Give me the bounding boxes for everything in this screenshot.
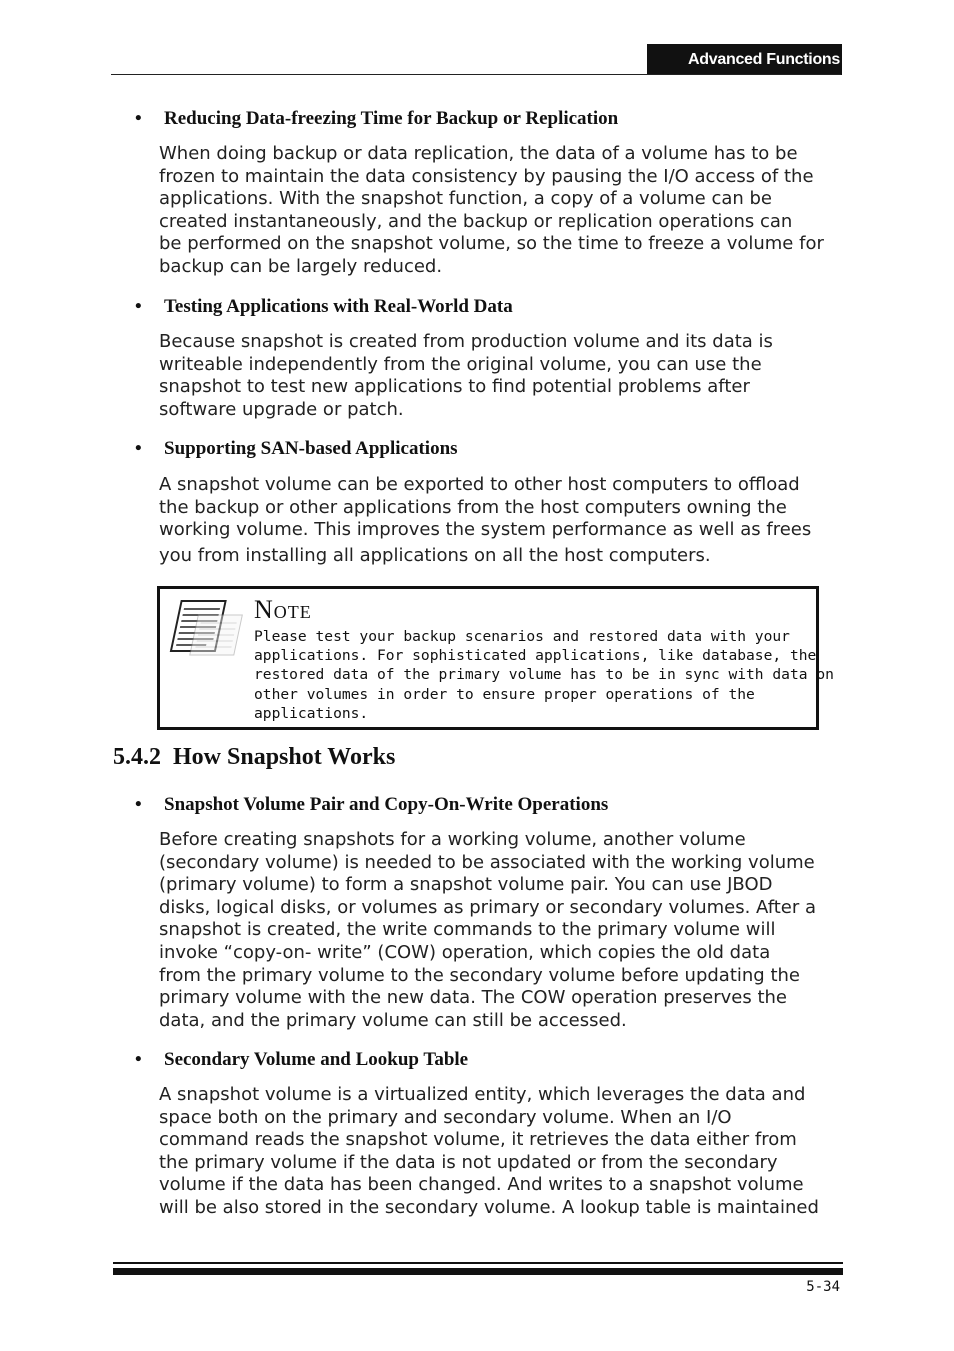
- notepad-icon: [168, 597, 248, 657]
- paragraph: When doing backup or data replication, the data of a volume has to be frozen to maintain the data consistency by pausing the I/O access of the applications. With the snapshot function, a copy of a volume can be created instantaneously, and the backup or replication operations can be performed on the snapshot volume, so the time to freeze a volume for backup can be largely reduced.: [159, 143, 824, 277]
- paragraph: Because snapshot is created from production volume and its data is writeable independently from the original volume, you can use the snapshot to test new applications to find potential problems after software upgrade or patch.: [159, 331, 773, 420]
- paragraph: Before creating snapshots for a working volume, another volume (secondary volume) is needed to be associated with the working volume (primary volume) to form a snapshot volume pair. You can use JBOD disks, logical disks, or volumes as primary or secondary volumes. After a snapshot is created, the write commands to the primary volume will invoke “copy-on- write” (COW) operation, which copies the old data from the primary volume to the secondary volume before updating the primary volume with the new data. The COW operation preserves the data, and the primary volume can still be accessed.: [159, 829, 817, 1031]
- footer-rule-thick: [113, 1268, 843, 1275]
- section-heading: 5.4.2 How Snapshot Works: [113, 744, 396, 770]
- note-text: Please test your backup scenarios and restored data with your applications. For sophisticated applications, like database, the restored data of the primary volume has to be in sync with data on other volumes in order to ensure proper operations of the applications.: [254, 628, 834, 722]
- header-rule: [111, 74, 841, 75]
- paragraph: A snapshot volume is a virtualized entity, which leverages the data and space both on the primary and secondary volume. When an I/O command reads the snapshot volume, it retrieves the data either from the primary volume if the data is not updated or from the secondary volume if the data has been changed. And writes to a snapshot volume will be also stored in the secondary volume. A lookup table is maintained: [159, 1084, 819, 1218]
- bullet-heading: • Secondary Volume and Lookup Table: [135, 1049, 469, 1070]
- bullet-heading: • Supporting SAN-based Applications: [135, 438, 458, 459]
- bullet-heading: • Snapshot Volume Pair and Copy-On-Write Operations: [135, 794, 609, 815]
- bullet-dot-icon: •: [135, 1049, 142, 1070]
- bullet-dot-icon: •: [135, 438, 142, 459]
- bullet-dot-icon: •: [135, 108, 142, 129]
- paragraph: A snapshot volume can be exported to other host computers to offload the backup or other applications from the host computers owning the working volume. This improves the system performance as well as frees you from installing all applications on all the host computers.: [159, 474, 812, 566]
- bullet-heading: • Testing Applications with Real-World Data: [135, 296, 513, 317]
- bullet-dot-icon: •: [135, 296, 142, 317]
- bullet-dot-icon: •: [135, 794, 142, 815]
- header-section-label: Advanced Functions: [647, 44, 842, 75]
- bullet-heading: • Reducing Data-freezing Time for Backup or Replication: [135, 108, 619, 129]
- page-number: 5-34: [806, 1279, 840, 1295]
- note-title: Note: [254, 595, 312, 624]
- note-box: [157, 586, 834, 730]
- footer-rule-thin: [113, 1262, 843, 1264]
